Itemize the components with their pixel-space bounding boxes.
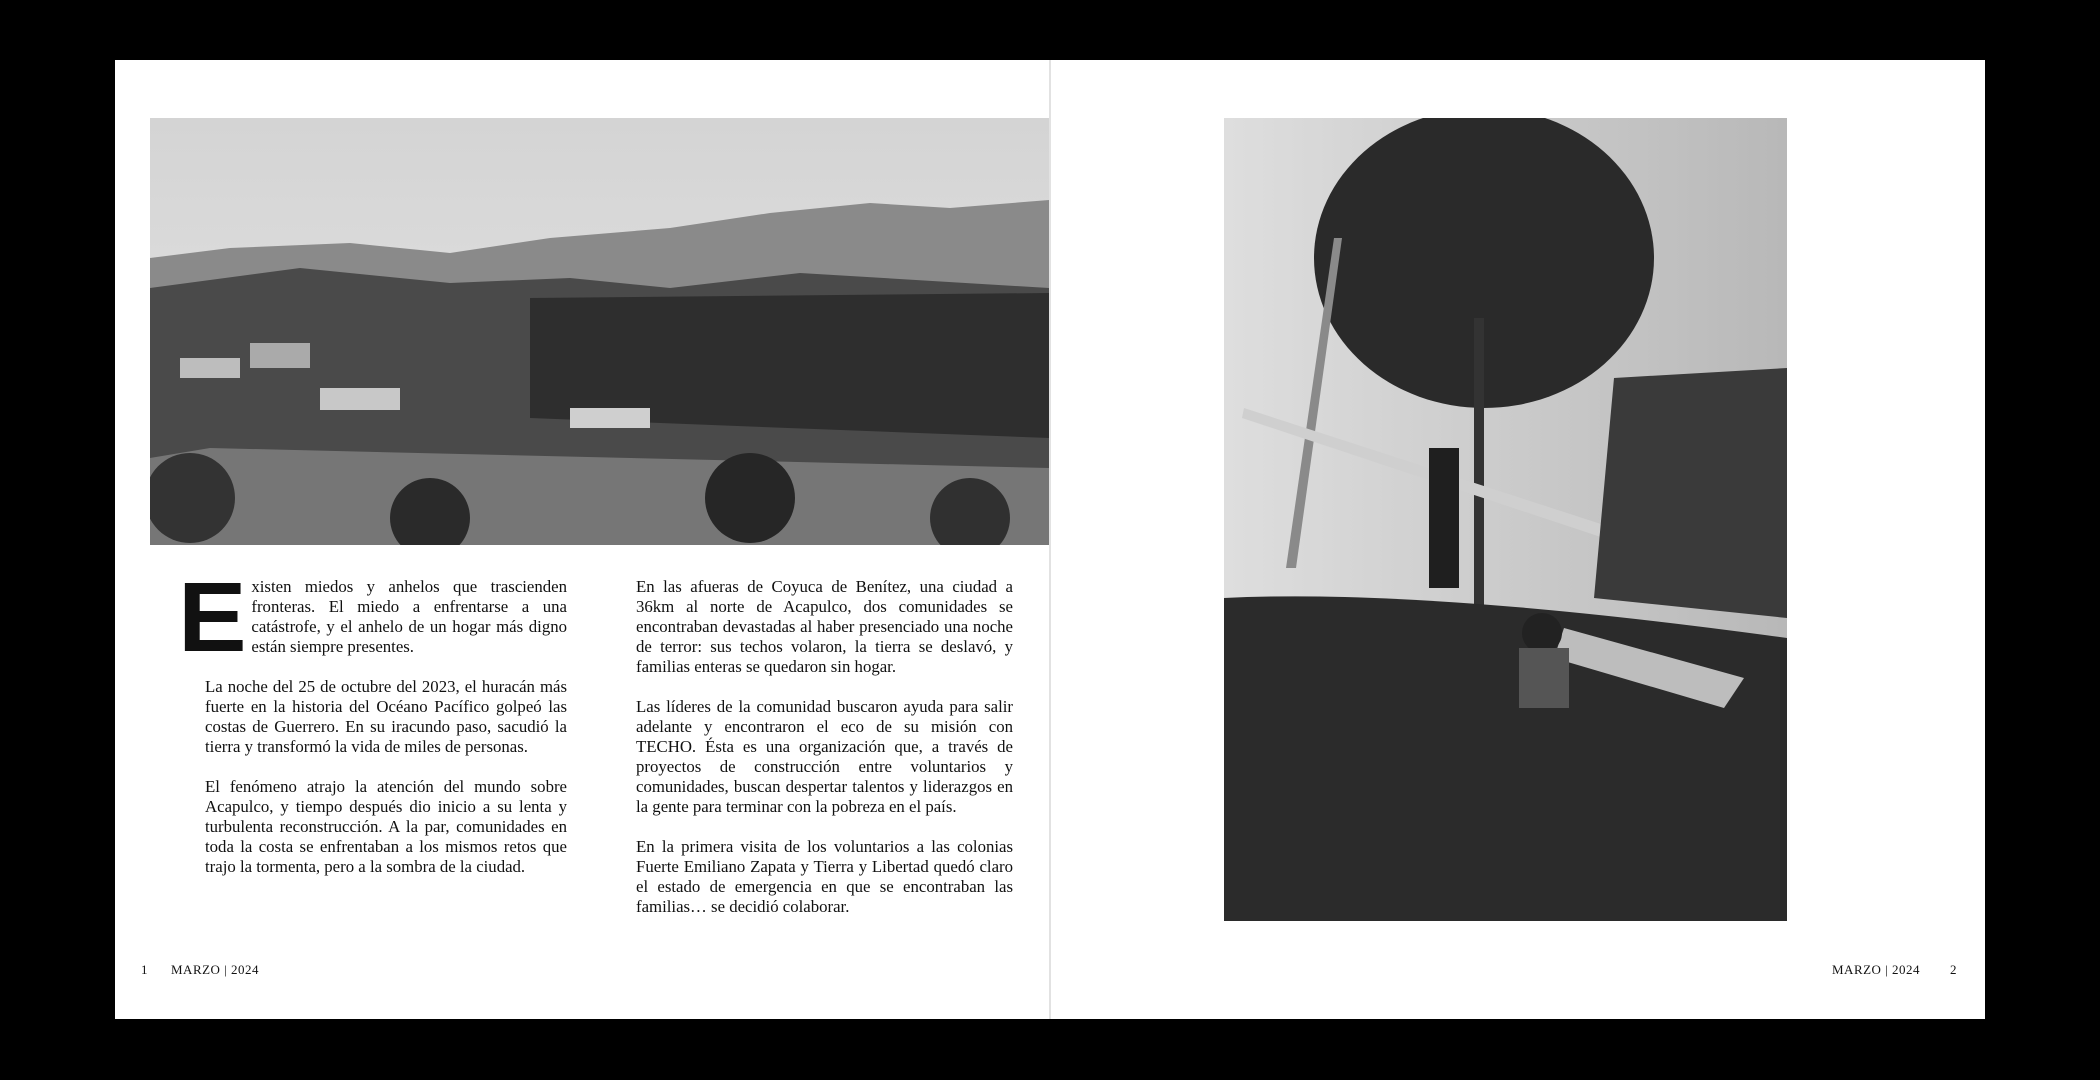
article-column-1 — [178, 562, 567, 897]
article-column-2 — [636, 577, 1013, 937]
paragraph: En las afueras de Coyuca de Benítez, una ciudad a 36km al norte de Acapulco, dos comunidades se encontraban devastadas al haber presenciado una noche de terror: sus techos volaron, la tierra se deslavó, y familias enteras se quedaron sin hogar. — [636, 577, 1013, 676]
footer-date-right: MARZO | 2024 — [1832, 962, 1921, 977]
landscape-photo — [150, 118, 1049, 545]
footer-date-left: MARZO | 2024 — [171, 962, 260, 977]
page-number-right: 2 — [1950, 962, 1957, 977]
paragraph: Las líderes de la comunidad buscaron ayuda para salir adelante y encontraron el eco de su misión con TECHO. Ésta es una organización que, a través de proyectos de construcción entre voluntarios y comunidades, buscan despertar talentos y liderazgos en la gente para terminar con la pobreza en el país. — [636, 697, 1013, 816]
intro-paragraph — [178, 562, 567, 672]
drop-cap: E — [178, 562, 247, 672]
page-spine — [1049, 60, 1051, 1019]
intro-text: xisten miedos y anhelos que trascienden fronteras. El miedo a enfrentarse a una catástrofe, y el anhelo de un hogar más digno están siempre presentes. — [251, 577, 567, 656]
paragraph: En la primera visita de los voluntarios a las colonias Fuerte Emiliano Zapata y Tierra y Libertad quedó claro el estado de emergencia en que se encontraban las familias… se decidió colaborar. — [636, 837, 1013, 916]
page-number-left: 1 — [141, 962, 148, 977]
paragraph: La noche del 25 de octubre del 2023, el huracán más fuerte en la historia del Océano Pacífico golpeó las costas de Guerrero. En su iracundo paso, sacudió la tierra y transformó la vida de miles de personas. — [205, 677, 567, 756]
child-construction-photo — [1224, 118, 1787, 921]
paragraph: El fenómeno atrajo la atención del mundo sobre Acapulco, y tiempo después dio inicio a su lenta y turbulenta reconstrucción. A la par, comunidades en toda la costa se enfrentaban a los mismos retos que trajo la tormenta, pero a la sombra de la ciudad. — [205, 777, 567, 876]
